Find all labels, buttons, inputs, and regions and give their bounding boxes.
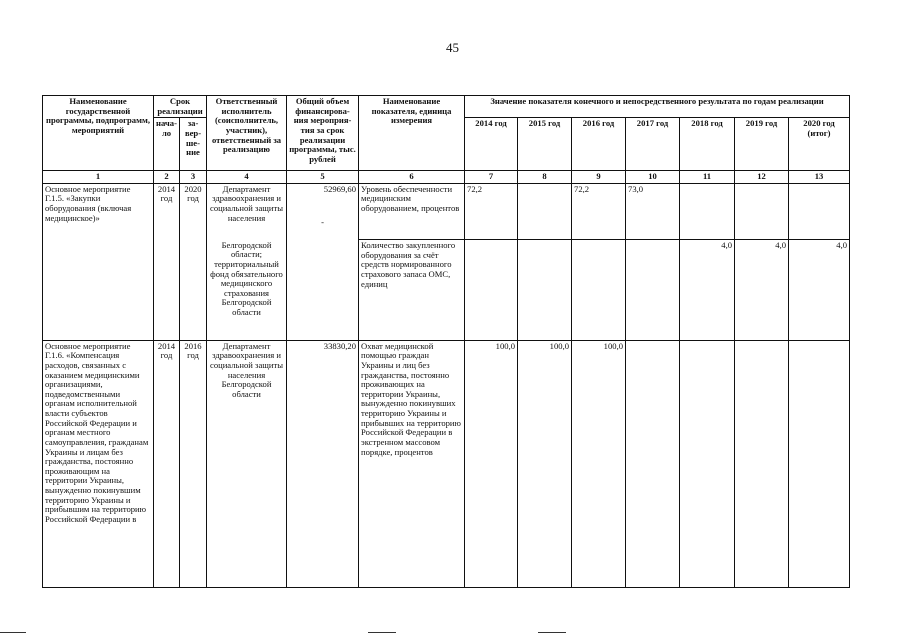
scan-mark bbox=[538, 632, 566, 633]
column-number: 8 bbox=[518, 171, 572, 184]
indicator-value: 73,0 bbox=[626, 183, 680, 240]
indicator-value: 4,0 bbox=[789, 240, 850, 341]
funding-value: 33830,20 bbox=[287, 340, 359, 587]
header-year: 2018 год bbox=[680, 118, 735, 171]
column-number: 7 bbox=[465, 171, 518, 184]
scan-mark bbox=[368, 632, 396, 633]
indicator-value: 100,0 bbox=[465, 340, 518, 587]
column-number-row bbox=[43, 171, 850, 184]
header-year: 2015 год bbox=[518, 118, 572, 171]
term-end: 2020 год bbox=[180, 183, 207, 340]
indicator-value bbox=[518, 240, 572, 341]
column-number: 12 bbox=[735, 171, 789, 184]
indicator-value bbox=[789, 183, 850, 240]
indicator-value: 100,0 bbox=[518, 340, 572, 587]
indicator-value bbox=[626, 340, 680, 587]
column-number: 1 bbox=[43, 171, 154, 184]
indicator-value: 72,2 bbox=[465, 183, 518, 240]
term-end: 2016 год bbox=[180, 340, 207, 587]
header-term-start: нача-ло bbox=[154, 118, 180, 171]
indicator-name: Охват медицинской помощью граждан Украины и лиц без гражданства, постоянно проживающих на территории Украины, вынужденно покинувших территорию Украины и прибывших на территорию Российской Федерации в экстренном массовом порядке, процентов bbox=[359, 340, 465, 587]
header-term: Срок реализации bbox=[154, 96, 207, 118]
indicator-name: Количество закупленного оборудования за счёт средств нормированного страхового запаса ОМС, единиц bbox=[359, 240, 465, 341]
indicator-value bbox=[465, 240, 518, 341]
header-indicator: Наименование показателя, единица измерения bbox=[359, 96, 465, 171]
indicator-value bbox=[518, 183, 572, 240]
header-name: Наименование государственной программы, подпрограмм, мероприятий bbox=[43, 96, 154, 171]
funding-cell bbox=[287, 183, 359, 340]
executor: Белгородской области; территориальный фонд обязательного медицинского страхования Белгородской области bbox=[207, 240, 287, 341]
column-number: 3 bbox=[180, 171, 207, 184]
indicator-value: 4,0 bbox=[680, 240, 735, 341]
indicator-value bbox=[680, 340, 735, 587]
executor: Департамент здравоохранения и социальной защиты населения bbox=[207, 183, 287, 240]
column-number: 11 bbox=[680, 171, 735, 184]
term-start: 2014 год bbox=[154, 183, 180, 340]
column-number: 2 bbox=[154, 171, 180, 184]
header-row-1 bbox=[43, 96, 850, 118]
column-number: 9 bbox=[572, 171, 626, 184]
table-row bbox=[43, 340, 850, 587]
scan-edge-marks bbox=[0, 630, 905, 634]
indicator-value bbox=[572, 240, 626, 341]
column-number: 5 bbox=[287, 171, 359, 184]
executor: Департамент здравоохранения и социальной защиты населения Белгородской области bbox=[207, 340, 287, 587]
header-term-end: за-вер-ше-ние bbox=[180, 118, 207, 171]
indicator-value bbox=[735, 183, 789, 240]
header-year: 2016 год bbox=[572, 118, 626, 171]
header-year: 2019 год bbox=[735, 118, 789, 171]
scan-mark bbox=[0, 632, 26, 633]
measure-name: Основное мероприятие Г.1.5. «Закупки оборудования (включая медицинское)» bbox=[43, 183, 154, 340]
table-row bbox=[43, 183, 850, 240]
funding-mark: - bbox=[321, 217, 324, 228]
header-executor: Ответственный исполнитель (соисполнитель, участник), ответственный за реализацию bbox=[207, 96, 287, 171]
indicator-value bbox=[680, 183, 735, 240]
header-year: 2014 год bbox=[465, 118, 518, 171]
indicator-value: 4,0 bbox=[735, 240, 789, 341]
column-number: 10 bbox=[626, 171, 680, 184]
column-number: 6 bbox=[359, 171, 465, 184]
indicator-value bbox=[735, 340, 789, 587]
page-number: 45 bbox=[446, 40, 459, 55]
indicator-value bbox=[626, 240, 680, 341]
column-number: 13 bbox=[789, 171, 850, 184]
funding-value: 52969,60 bbox=[323, 183, 357, 194]
term-start: 2014 год bbox=[154, 340, 180, 587]
program-table bbox=[42, 95, 850, 588]
measure-name: Основное мероприятие Г.1.6. «Компенсация расходов, связанных с оказанием медицинскими организациями, подведомственными органам исполнительной власти субъектов Российской Федерации и органам местного самоуправления, гражданам Украины и лицам без гражданства, постоянно проживающим на территории Украины, вынужденно покинувшим территорию Украины и прибывшим на территорию Российской Федерации в bbox=[43, 340, 154, 587]
indicator-value: 72,2 bbox=[572, 183, 626, 240]
header-year: 2017 год bbox=[626, 118, 680, 171]
indicator-value bbox=[789, 340, 850, 587]
header-values-title: Значение показателя конечного и непосредственного результата по годам реализации bbox=[465, 96, 850, 118]
column-number: 4 bbox=[207, 171, 287, 184]
header-funding: Общий объем финансирова-ния мероприя-тия за срок реализации программы, тыс. рублей bbox=[287, 96, 359, 171]
indicator-name: Уровень обеспеченности медицинским оборудованием, процентов bbox=[359, 183, 465, 240]
indicator-value: 100,0 bbox=[572, 340, 626, 587]
header-year: 2020 год (итог) bbox=[789, 118, 850, 171]
